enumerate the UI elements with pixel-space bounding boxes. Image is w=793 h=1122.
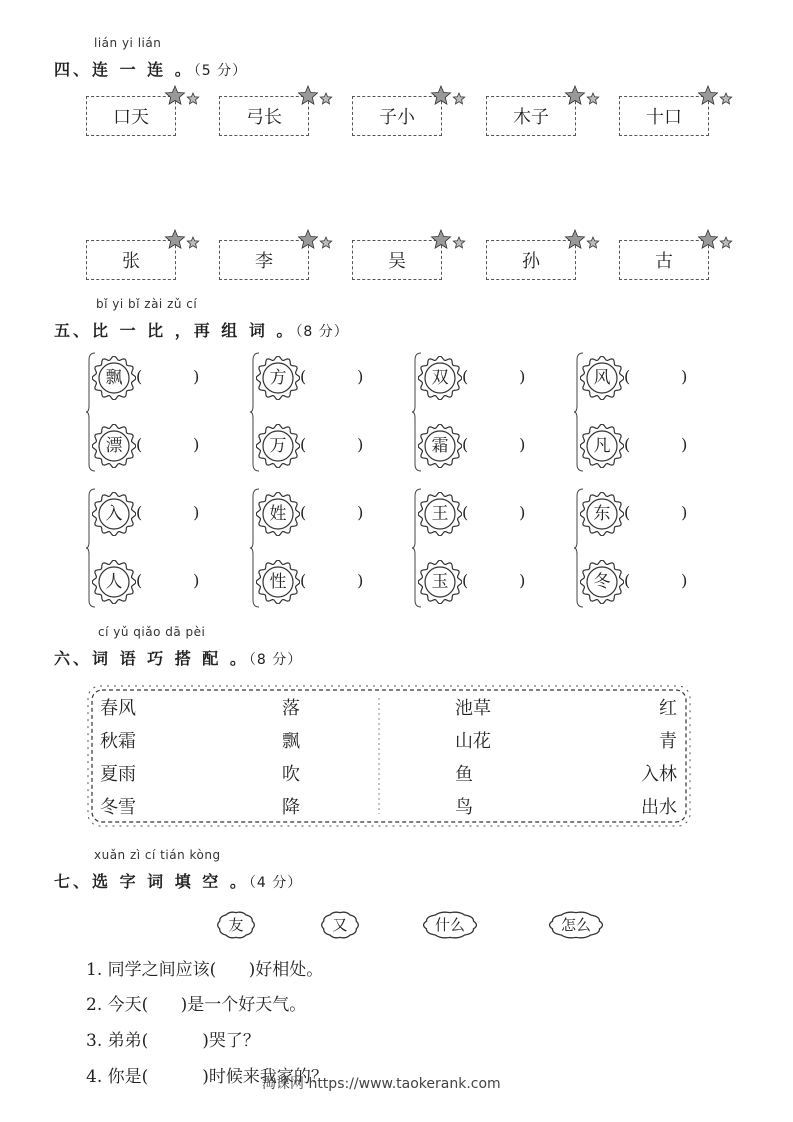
s4-heading — [54, 57, 247, 80]
match-box[interactable]: 古 — [619, 240, 709, 280]
match-box[interactable]: 孙 — [486, 240, 576, 280]
choice-bubble[interactable] — [216, 910, 256, 940]
answer-blank[interactable]: ( ) — [300, 367, 364, 386]
answer-blank[interactable]: ( ) — [300, 435, 364, 454]
match-box[interactable]: 木子 — [486, 96, 576, 136]
fill-question[interactable]: 1. 同学之间应该( )好相处。 — [86, 960, 324, 980]
compare-char: 风 — [593, 368, 611, 388]
choice-word: 什么 — [434, 916, 465, 934]
answer-blank[interactable]: ( ) — [300, 503, 364, 522]
match-box[interactable]: 弓长 — [219, 96, 309, 136]
s7-heading — [54, 869, 302, 892]
match-word[interactable]: 入林 — [641, 764, 677, 785]
star-icon — [164, 228, 200, 252]
answer-blank[interactable]: ( ) — [624, 435, 688, 454]
compare-char: 姓 — [269, 504, 287, 524]
watermark-url: 淘课网 https://www.taokerank.com — [262, 1076, 501, 1092]
compare-char: 人 — [105, 572, 123, 592]
match-box[interactable]: 十口 — [619, 96, 709, 136]
compare-char: 东 — [593, 504, 611, 524]
char-flower — [92, 424, 136, 468]
char-flower — [580, 356, 624, 400]
char-flower — [418, 356, 462, 400]
compare-char: 飘 — [105, 368, 123, 388]
match-word[interactable]: 降 — [282, 797, 300, 818]
answer-blank[interactable]: ( ) — [462, 367, 526, 386]
match-box[interactable]: 李 — [219, 240, 309, 280]
s6-score: （8 分） — [248, 652, 303, 668]
s4-score: （5 分） — [193, 63, 248, 79]
compare-char: 入 — [105, 504, 123, 524]
fill-question[interactable]: 4. 你是( )时候来我家的？ — [86, 1067, 328, 1087]
match-word[interactable]: 出水 — [641, 797, 677, 818]
answer-blank[interactable]: ( ) — [462, 503, 526, 522]
choice-word: 友 — [228, 916, 244, 934]
choice-bubble[interactable] — [422, 910, 478, 940]
char-flower — [92, 356, 136, 400]
match-word[interactable]: 吹 — [282, 764, 300, 785]
s7-title: 七、选 字 词 填 空 。 — [54, 872, 249, 891]
compare-char: 双 — [431, 368, 449, 388]
answer-blank[interactable]: ( ) — [136, 367, 200, 386]
match-word[interactable]: 飘 — [282, 731, 300, 752]
compare-char: 凡 — [593, 436, 611, 456]
star-icon — [430, 228, 466, 252]
answer-blank[interactable]: ( ) — [462, 435, 526, 454]
match-word[interactable]: 夏雨 — [100, 764, 136, 785]
star-icon — [297, 84, 333, 108]
match-word[interactable]: 池草 — [455, 698, 491, 719]
answer-blank[interactable]: ( ) — [624, 571, 688, 590]
answer-blank[interactable]: ( ) — [462, 571, 526, 590]
choice-word: 怎么 — [560, 916, 591, 934]
match-word[interactable]: 鱼 — [455, 764, 473, 785]
char-flower — [92, 492, 136, 536]
answer-blank[interactable]: ( ) — [300, 571, 364, 590]
compare-char: 方 — [269, 368, 287, 388]
star-icon — [564, 228, 600, 252]
compare-char: 冬 — [593, 572, 611, 592]
star-icon — [564, 84, 600, 108]
match-word[interactable]: 鸟 — [455, 797, 473, 818]
match-word[interactable]: 山花 — [455, 731, 491, 752]
match-word[interactable]: 红 — [659, 698, 677, 719]
answer-blank[interactable]: ( ) — [136, 571, 200, 590]
match-box[interactable]: 吴 — [352, 240, 442, 280]
match-word[interactable]: 秋霜 — [100, 731, 136, 752]
match-word[interactable]: 春风 — [100, 698, 136, 719]
choice-bubble[interactable] — [548, 910, 604, 940]
choice-bubble[interactable] — [320, 910, 360, 940]
match-box[interactable]: 张 — [86, 240, 176, 280]
star-icon — [697, 228, 733, 252]
char-flower — [580, 560, 624, 604]
char-flower — [418, 424, 462, 468]
compare-char: 玉 — [431, 572, 449, 592]
fill-question[interactable]: 2. 今天( )是一个好天气。 — [86, 995, 307, 1015]
star-icon — [430, 84, 466, 108]
match-word[interactable]: 落 — [282, 698, 300, 719]
s7-score: （4 分） — [248, 875, 303, 891]
answer-blank[interactable]: ( ) — [624, 503, 688, 522]
s7-pinyin: xuǎn zì cí tián kòng — [94, 848, 221, 862]
s6-frame — [86, 684, 692, 828]
match-word[interactable]: 青 — [659, 731, 677, 752]
match-box[interactable]: 子小 — [352, 96, 442, 136]
fill-question[interactable]: 3. 弟弟( )哭了？ — [86, 1031, 260, 1051]
s5-score: （8 分） — [295, 324, 349, 340]
answer-blank[interactable]: ( ) — [624, 367, 688, 386]
compare-char: 性 — [269, 572, 287, 592]
char-flower — [256, 492, 300, 536]
s4-pinyin: lián yi lián — [94, 36, 162, 50]
s4-title: 四、连 一 连 。 — [54, 60, 194, 79]
answer-blank[interactable]: ( ) — [136, 503, 200, 522]
choice-word: 又 — [332, 916, 348, 934]
char-flower — [418, 492, 462, 536]
match-word[interactable]: 冬雪 — [100, 797, 136, 818]
char-flower — [256, 356, 300, 400]
star-icon — [164, 84, 200, 108]
char-flower — [256, 560, 300, 604]
s6-pinyin: cí yǔ qiǎo dā pèi — [98, 625, 206, 639]
char-flower — [580, 424, 624, 468]
s6-heading — [54, 646, 302, 669]
match-box[interactable]: 口天 — [86, 96, 176, 136]
s5-heading — [54, 318, 349, 341]
char-flower — [256, 424, 300, 468]
compare-char: 漂 — [105, 436, 123, 456]
char-flower — [418, 560, 462, 604]
compare-char: 王 — [431, 504, 449, 524]
s6-title: 六、词 语 巧 搭 配 。 — [54, 649, 249, 668]
answer-blank[interactable]: ( ) — [136, 435, 200, 454]
compare-char: 万 — [269, 436, 287, 456]
star-icon — [297, 228, 333, 252]
char-flower — [92, 560, 136, 604]
star-icon — [697, 84, 733, 108]
compare-char: 霜 — [431, 436, 449, 456]
s5-pinyin: bǐ yi bǐ zài zǔ cí — [96, 297, 198, 311]
s5-title: 五、比 一 比 ，再 组 词 。 — [54, 321, 296, 340]
char-flower — [580, 492, 624, 536]
